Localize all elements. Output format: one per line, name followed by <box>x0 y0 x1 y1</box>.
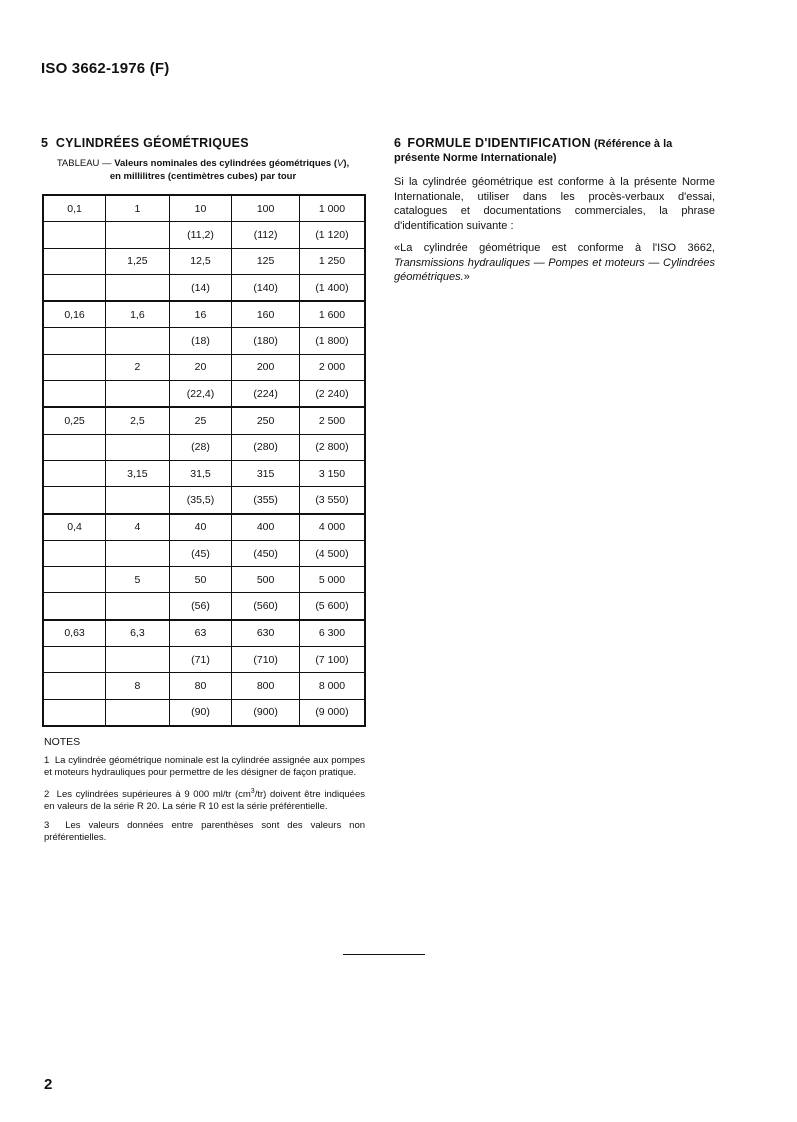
table-cell: 1 600 <box>299 301 365 328</box>
note-text: La cylindrée géométrique nominale est la cylindrée assignée aux pompes et moteurs hydrauliques pour permettre de les désigner de façon pratique. <box>44 754 366 778</box>
table-cell: 4 <box>106 514 170 541</box>
table-cell: (3 550) <box>299 487 365 514</box>
table-row <box>43 328 365 354</box>
section-6-title-suffix: (Référence à la présente Norme Internationale) <box>394 138 673 164</box>
end-rule <box>343 954 425 955</box>
table-cell: (140) <box>232 274 300 301</box>
note-number: 3 <box>44 819 50 831</box>
note-number: 2 <box>44 788 50 800</box>
table-row <box>43 487 365 514</box>
section-5-title: CYLINDRÉES GÉOMÉTRIQUES <box>55 136 249 150</box>
section-6-number: 6 <box>394 136 402 150</box>
caption-prefix: TABLEAU — <box>56 158 112 169</box>
caption-line1-end: ), <box>343 158 350 169</box>
table-cell: 2 000 <box>299 354 365 380</box>
table-cell: (112) <box>232 222 300 248</box>
table-cell: 1 000 <box>299 195 365 222</box>
table-cell <box>106 540 170 566</box>
table-cell: 250 <box>232 407 300 434</box>
table-cell: 0,63 <box>43 620 106 647</box>
table-row <box>43 460 365 486</box>
table-cell: 1 250 <box>299 248 365 274</box>
table-row <box>43 301 365 328</box>
section-6-heading <box>394 136 715 165</box>
table-cell: 200 <box>232 354 300 380</box>
table-cell: (90) <box>169 699 232 726</box>
table-cell: (2 800) <box>299 434 365 460</box>
table-cell: (450) <box>232 540 300 566</box>
table-cell: 63 <box>169 620 232 647</box>
table-cell: 12,5 <box>169 248 232 274</box>
table-row <box>43 514 365 541</box>
section-6-title: FORMULE D'IDENTIFICATION <box>407 136 591 150</box>
table-cell <box>43 540 106 566</box>
identification-statement <box>394 241 715 285</box>
table-cell: 2,5 <box>106 407 170 434</box>
quote-title: Transmissions hydrauliques — Pompes et moteurs — Cylindrées géométriques. <box>394 256 715 283</box>
table-cell: (1 400) <box>299 274 365 301</box>
table-cell: 8 000 <box>299 673 365 699</box>
table-caption <box>41 158 365 183</box>
table-cell: 400 <box>232 514 300 541</box>
table-cell: 31,5 <box>169 460 232 486</box>
table-cell: 0,4 <box>43 514 106 541</box>
table-cell: 50 <box>169 567 232 593</box>
table-cell: (14) <box>169 274 232 301</box>
table-cell <box>106 593 170 620</box>
table-cell: (224) <box>232 381 300 408</box>
quote-text: «La cylindrée géométrique est conforme à l'ISO 3662, <box>394 242 715 254</box>
table-cell <box>106 487 170 514</box>
table-row <box>43 222 365 248</box>
notes-block <box>44 736 365 851</box>
table-row <box>43 593 365 620</box>
table-cell <box>43 354 106 380</box>
table-cell: 40 <box>169 514 232 541</box>
table-cell: (7 100) <box>299 647 365 673</box>
table-row <box>43 407 365 434</box>
table-cell: 10 <box>169 195 232 222</box>
section-6-paragraph: Si la cylindrée géométrique est conforme à la présente Norme Internationale, utiliser dans les procès-verbaux d'essai, catalogues et documentations commerciales, la phrase d'identification suivante : <box>394 176 715 232</box>
table-row <box>43 673 365 699</box>
table-row <box>43 274 365 301</box>
table-cell <box>43 647 106 673</box>
note-text: Les valeurs données entre parenthèses sont des valeurs non préférentielles. <box>44 819 366 843</box>
table-row <box>43 540 365 566</box>
table-cell: 160 <box>232 301 300 328</box>
table-cell: 0,16 <box>43 301 106 328</box>
document-header: ISO 3662-1976 (F) <box>41 60 170 77</box>
caption-line1: Valeurs nominales des cylindrées géométriques ( <box>114 158 338 169</box>
table-row <box>43 354 365 380</box>
table-row <box>43 381 365 408</box>
table-cell <box>106 381 170 408</box>
table-cell: 20 <box>169 354 232 380</box>
table-cell <box>43 567 106 593</box>
table-cell: (28) <box>169 434 232 460</box>
table-row <box>43 647 365 673</box>
table-cell: (1 800) <box>299 328 365 354</box>
table-cell: 315 <box>232 460 300 486</box>
table-cell: 80 <box>169 673 232 699</box>
table-cell: 5 <box>106 567 170 593</box>
table-cell <box>43 699 106 726</box>
table-cell: 4 000 <box>299 514 365 541</box>
table-cell: 6 300 <box>299 620 365 647</box>
table-cell: 100 <box>232 195 300 222</box>
note-text-end: /tr) doivent être indiquées en valeurs de la série R 20. La série R 10 est la série préférentielle. <box>44 788 366 812</box>
table-cell: (355) <box>232 487 300 514</box>
table-cell: 1 <box>106 195 170 222</box>
table-cell: 500 <box>232 567 300 593</box>
table-row <box>43 195 365 222</box>
table-row <box>43 434 365 460</box>
table-cell <box>43 381 106 408</box>
section-6-body <box>394 175 715 293</box>
note-number: 1 <box>44 754 50 766</box>
section-5-number: 5 <box>41 136 49 150</box>
table-cell: (4 500) <box>299 540 365 566</box>
table-cell <box>43 222 106 248</box>
table-cell: (35,5) <box>169 487 232 514</box>
table-cell: 800 <box>232 673 300 699</box>
table-cell <box>43 487 106 514</box>
section-5-heading <box>41 136 249 150</box>
table-cell: (560) <box>232 593 300 620</box>
table-cell <box>106 328 170 354</box>
table-cell: (280) <box>232 434 300 460</box>
table-cell <box>43 434 106 460</box>
table-cell: (71) <box>169 647 232 673</box>
table-cell: 630 <box>232 620 300 647</box>
table-cell <box>43 274 106 301</box>
table-cell <box>106 274 170 301</box>
table-cell <box>106 647 170 673</box>
note-3 <box>44 820 365 845</box>
table-cell: (11,2) <box>169 222 232 248</box>
table-row <box>43 248 365 274</box>
table-cell: 2 500 <box>299 407 365 434</box>
table-cell: 2 <box>106 354 170 380</box>
table-cell: (180) <box>232 328 300 354</box>
table-cell: (1 120) <box>299 222 365 248</box>
table-cell: (22,4) <box>169 381 232 408</box>
table-cell <box>43 593 106 620</box>
page-number: 2 <box>44 1076 53 1093</box>
table-row <box>43 699 365 726</box>
table-cell: (900) <box>232 699 300 726</box>
quote-close: » <box>463 271 470 283</box>
notes-heading: NOTES <box>44 736 81 748</box>
caption-line2: en millilitres (centimètres cubes) par tour <box>109 170 297 182</box>
table-cell <box>43 248 106 274</box>
table-cell <box>43 328 106 354</box>
displacement-table <box>42 194 366 727</box>
table-cell <box>106 222 170 248</box>
table-cell: 3,15 <box>106 460 170 486</box>
table-row <box>43 567 365 593</box>
table-cell: 25 <box>169 407 232 434</box>
table-cell: 0,25 <box>43 407 106 434</box>
table-cell: 125 <box>232 248 300 274</box>
table-cell: (56) <box>169 593 232 620</box>
caption-symbol: V <box>337 158 344 169</box>
table-cell <box>106 699 170 726</box>
table-cell <box>106 434 170 460</box>
table-cell: (2 240) <box>299 381 365 408</box>
table-cell: (710) <box>232 647 300 673</box>
table-cell: 16 <box>169 301 232 328</box>
note-2 <box>44 786 365 814</box>
table-cell <box>43 460 106 486</box>
table-row <box>43 620 365 647</box>
table-cell: 3 150 <box>299 460 365 486</box>
table-cell: (18) <box>169 328 232 354</box>
table-cell: 5 000 <box>299 567 365 593</box>
note-1 <box>44 755 365 780</box>
table-cell: 1,6 <box>106 301 170 328</box>
table-cell: (5 600) <box>299 593 365 620</box>
note-superscript: 3 <box>250 787 255 795</box>
table-cell: 8 <box>106 673 170 699</box>
table-cell: 0,1 <box>43 195 106 222</box>
table-cell: 1,25 <box>106 248 170 274</box>
table-cell: 6,3 <box>106 620 170 647</box>
table-cell: (45) <box>169 540 232 566</box>
note-text: Les cylindrées supérieures à 9 000 ml/tr (cm <box>56 788 251 800</box>
table-cell <box>43 673 106 699</box>
table-cell: (9 000) <box>299 699 365 726</box>
